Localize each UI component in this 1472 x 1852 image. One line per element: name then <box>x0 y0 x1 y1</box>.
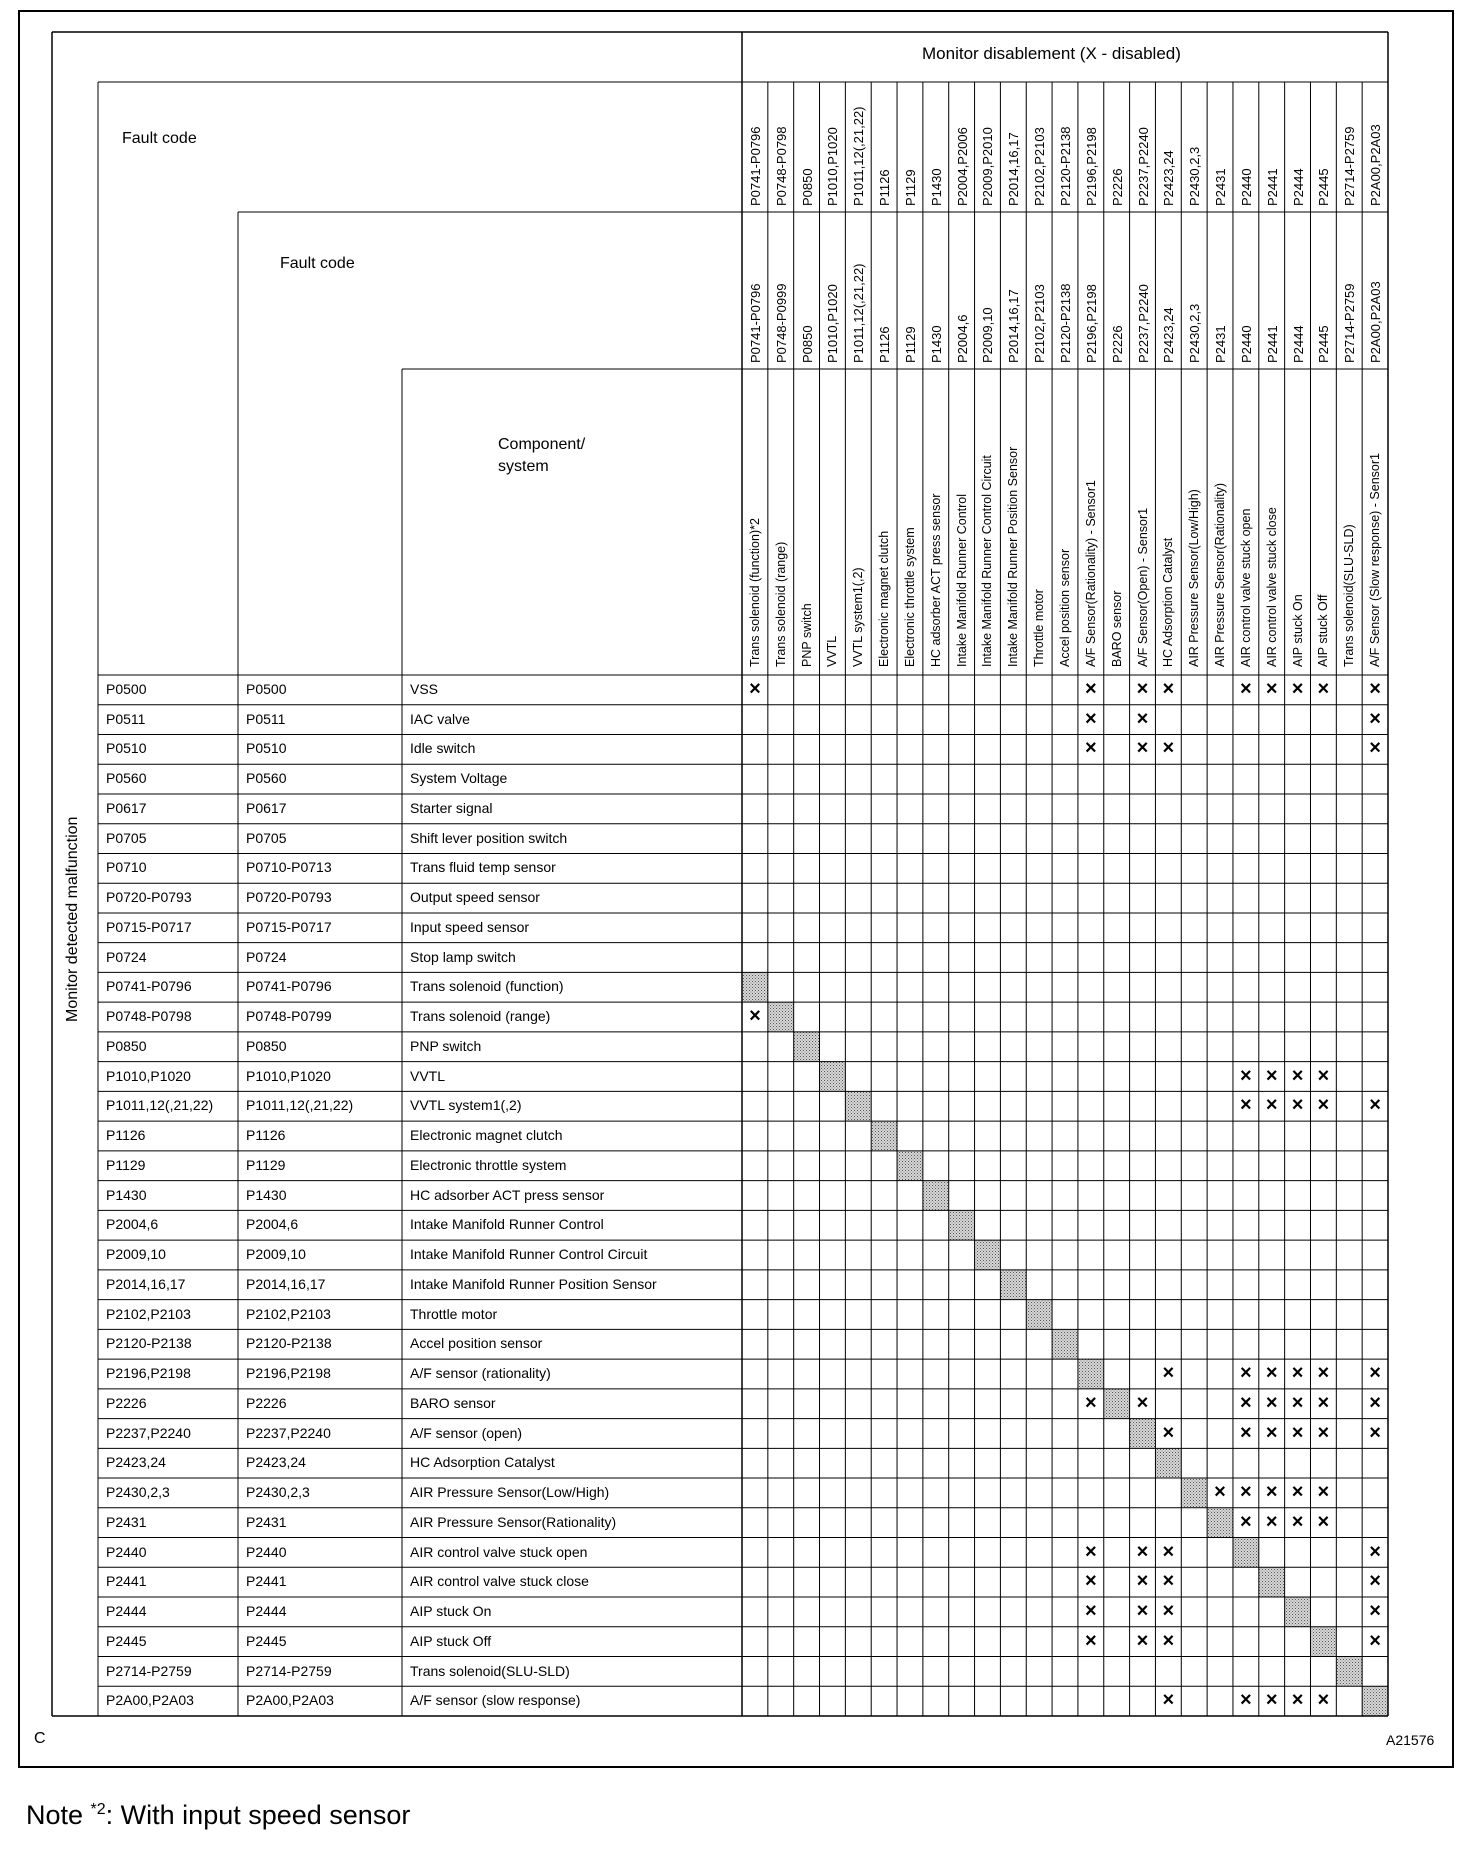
column-fault-code-2: P2440 <box>1238 325 1254 363</box>
row-fault-code-2: P2014,16,17 <box>246 1275 326 1292</box>
row-fault-code-2: P0510 <box>246 740 287 757</box>
row-component: BARO sensor <box>410 1394 496 1411</box>
disabled-mark: × <box>1214 1481 1226 1504</box>
column-fault-code-2: P0850 <box>799 325 815 363</box>
row-fault-code-1: P2102,P2103 <box>106 1305 191 1322</box>
disabled-mark: × <box>1136 1570 1149 1593</box>
component-system-label: Component/ system <box>498 436 586 475</box>
column-fault-code-2: P2441 <box>1264 325 1280 363</box>
column-fault-code-1: P2714-P2759 <box>1342 126 1358 206</box>
disabled-mark: × <box>1265 1510 1278 1533</box>
disabled-mark: × <box>1265 1481 1278 1504</box>
column-fault-code-2: P2431 <box>1213 325 1229 363</box>
row-component: Intake Manifold Runner Control Circuit <box>410 1246 648 1263</box>
self-cell-shade <box>1362 1686 1388 1716</box>
row-fault-code-1: P0741-P0796 <box>106 978 192 995</box>
row-fault-code-2: P0715-P0717 <box>246 918 332 935</box>
column-fault-code-1: P2102,P2103 <box>1032 127 1048 206</box>
column-fault-code-2: P2120-P2138 <box>1058 283 1073 363</box>
row-component: VVTL <box>410 1067 446 1084</box>
row-component: VSS <box>410 681 439 697</box>
self-cell-shade <box>1104 1389 1130 1419</box>
column-component: AIR control valve stuck close <box>1264 507 1279 667</box>
row-fault-code-1: P2A00,P2A03 <box>106 1692 194 1709</box>
column-fault-code-1: P2423,24 <box>1161 150 1177 206</box>
disabled-mark: × <box>749 678 761 700</box>
column-component: Accel position sensor <box>1058 548 1072 667</box>
row-fault-code-1: P1430 <box>106 1186 147 1203</box>
row-component: Idle switch <box>410 740 476 757</box>
disabled-mark: × <box>1317 678 1330 700</box>
column-component: Trans solenoid(SLU-SLD) <box>1342 524 1357 667</box>
row-fault-code-2: P1126 <box>246 1127 286 1144</box>
disabled-mark: × <box>1317 1689 1330 1712</box>
row-fault-code-1: P0850 <box>106 1037 147 1054</box>
row-fault-code-1: P2014,16,17 <box>106 1275 186 1292</box>
row-fault-code-2: P0724 <box>246 948 287 965</box>
row-component: IAC valve <box>410 710 470 727</box>
row-component: PNP switch <box>410 1037 482 1054</box>
self-cell-shade <box>949 1210 975 1240</box>
disabled-mark: × <box>1240 1391 1252 1414</box>
self-cell-shade <box>1078 1359 1104 1389</box>
disabled-mark: × <box>1136 1391 1149 1414</box>
disabled-mark: × <box>1162 1629 1175 1652</box>
row-component: Throttle motor <box>410 1305 498 1322</box>
self-cell-shade <box>1155 1448 1181 1478</box>
row-fault-code-2: P2A00,P2A03 <box>246 1692 334 1709</box>
row-fault-code-1: P2237,P2240 <box>106 1424 191 1441</box>
row-fault-code-1: P0617 <box>106 799 147 816</box>
column-fault-code-1: P2431 <box>1213 168 1229 206</box>
row-fault-code-2: P2444 <box>246 1603 287 1620</box>
disabled-mark: × <box>1369 707 1381 730</box>
row-fault-code-2: P2431 <box>246 1513 287 1530</box>
disabled-mark: × <box>1369 1570 1381 1593</box>
disabled-mark: × <box>1162 1570 1175 1593</box>
disabled-mark: × <box>1162 678 1175 700</box>
disabled-mark: × <box>1369 737 1381 760</box>
disabled-mark: × <box>1240 1064 1252 1087</box>
column-fault-code-1: P2014,16,17 <box>1006 132 1022 206</box>
row-fault-code-2: P2004,6 <box>246 1216 299 1233</box>
row-fault-code-2: P2440 <box>246 1543 287 1560</box>
self-cell-shade <box>897 1151 923 1181</box>
row-component: Shift lever position switch <box>410 829 568 846</box>
row-fault-code-2: P1010,P1020 <box>246 1067 331 1084</box>
disabled-mark: × <box>1291 1362 1304 1385</box>
row-component: HC adsorber ACT press sensor <box>410 1186 605 1203</box>
row-fault-code-1: P0748-P0798 <box>106 1008 192 1025</box>
row-fault-code-1: P2423,24 <box>106 1454 166 1471</box>
column-fault-code-2: P2423,24 <box>1161 307 1177 363</box>
disabled-mark: × <box>1369 1600 1381 1623</box>
row-component: A/F sensor (slow response) <box>410 1692 581 1709</box>
row-component: HC Adsorption Catalyst <box>410 1454 555 1471</box>
disabled-mark: × <box>1265 1094 1278 1117</box>
disabled-mark: × <box>1291 1421 1304 1444</box>
row-fault-code-1: P0560 <box>106 770 147 787</box>
row-component: VVTL system1(,2) <box>410 1097 522 1114</box>
self-cell-shade <box>1052 1329 1078 1359</box>
monitor-disablement-header: Monitor disablement (X - disabled) <box>922 44 1181 63</box>
disabled-mark: × <box>1136 678 1149 700</box>
row-component: A/F sensor (rationality) <box>410 1365 551 1382</box>
self-cell-shade <box>1285 1597 1311 1627</box>
self-cell-shade <box>768 1002 794 1032</box>
row-component: Output speed sensor <box>410 889 540 906</box>
column-component: Intake Manifold Runner Position Sensor <box>1006 446 1021 667</box>
disabled-mark: × <box>1317 1094 1330 1117</box>
side-label-monitor-detected: Monitor detected malfunction <box>64 816 81 1022</box>
disabled-mark: × <box>1265 678 1278 700</box>
column-fault-code-2: P0748-P0999 <box>773 283 789 363</box>
row-fault-code-2: P1011,12(,21,22) <box>246 1097 354 1114</box>
column-component: AIP stuck Off <box>1316 594 1331 667</box>
column-component: AIR Pressure Sensor(Low/High) <box>1187 489 1202 667</box>
column-component: Trans solenoid (function)*2 <box>747 518 762 667</box>
row-fault-code-1: P0500 <box>106 681 147 697</box>
disabled-mark: × <box>1162 1540 1175 1563</box>
row-component: Intake Manifold Runner Position Sensor <box>410 1275 657 1292</box>
disabled-mark: × <box>1162 1421 1175 1444</box>
footer-letter: C <box>34 1730 46 1747</box>
disabled-mark: × <box>1317 1391 1330 1414</box>
row-fault-code-2: P0500 <box>246 681 287 697</box>
disabled-mark: × <box>1136 707 1149 730</box>
disabled-mark: × <box>749 1005 761 1028</box>
disabled-mark: × <box>1136 737 1149 760</box>
column-component: A/F Sensor(Rationality) - Sensor1 <box>1083 480 1098 667</box>
row-component: AIP stuck On <box>410 1603 492 1620</box>
row-component: Input speed sensor <box>410 918 530 935</box>
disabled-mark: × <box>1240 1481 1252 1504</box>
row-fault-code-2: P0705 <box>246 829 287 846</box>
disabled-mark: × <box>1240 1689 1252 1712</box>
column-fault-code-2: P2014,16,17 <box>1006 289 1022 363</box>
row-fault-code-1: P0511 <box>106 710 146 727</box>
row-fault-code-1: P1010,P1020 <box>106 1067 191 1084</box>
column-fault-code-2: P2009,10 <box>980 307 996 363</box>
row-component: Stop lamp switch <box>410 948 516 965</box>
footnote-text: : With input speed sensor <box>105 1800 411 1830</box>
column-fault-code-1: P2445 <box>1316 168 1332 206</box>
disabled-mark: × <box>1136 1540 1149 1563</box>
column-fault-code-1: P2196,P2198 <box>1083 127 1099 206</box>
disabled-mark: × <box>1317 1510 1330 1533</box>
column-fault-code-2: P2237,P2240 <box>1135 284 1151 363</box>
column-fault-code-1: P2440 <box>1238 168 1254 206</box>
disabled-mark: × <box>1240 1421 1252 1444</box>
column-fault-code-2: P2714-P2759 <box>1342 283 1358 363</box>
disabled-mark: × <box>1369 1421 1381 1444</box>
column-fault-code-1: P1126 <box>877 169 893 206</box>
disabled-mark: × <box>1291 678 1304 700</box>
row-fault-code-2: P0560 <box>246 770 287 787</box>
column-fault-code-2: P2102,P2103 <box>1032 284 1048 363</box>
column-component: VVTL system1(,2) <box>851 567 866 667</box>
self-cell-shade <box>845 1091 871 1121</box>
row-fault-code-2: P2430,2,3 <box>246 1484 310 1501</box>
disabled-mark: × <box>1240 1362 1252 1385</box>
figure-id: A21576 <box>1386 1732 1435 1748</box>
disabled-mark: × <box>1265 1064 1278 1087</box>
row-fault-code-2: P2445 <box>246 1632 287 1649</box>
column-component: HC adsorber ACT press sensor <box>928 493 943 667</box>
row-component: Electronic magnet clutch <box>410 1127 563 1144</box>
disabled-mark: × <box>1291 1391 1304 1414</box>
disabled-mark: × <box>1317 1064 1330 1087</box>
self-cell-shade <box>1130 1419 1156 1449</box>
disabled-mark: × <box>1162 1689 1175 1712</box>
row-component: Trans solenoid(SLU-SLD) <box>410 1662 570 1679</box>
row-fault-code-1: P1011,12(,21,22) <box>106 1097 214 1114</box>
row-fault-code-1: P2445 <box>106 1632 147 1649</box>
row-fault-code-2: P2237,P2240 <box>246 1424 331 1441</box>
row-fault-code-2: P1129 <box>246 1156 286 1173</box>
row-fault-code-2: P0741-P0796 <box>246 978 332 995</box>
column-fault-code-1: P2430,2,3 <box>1187 146 1203 206</box>
row-fault-code-2: P0720-P0793 <box>246 889 332 906</box>
column-fault-code-1: P1129 <box>902 169 918 206</box>
column-fault-code-1: P0741-P0796 <box>747 126 763 206</box>
disabled-mark: × <box>1084 1629 1097 1652</box>
self-cell-shade <box>820 1062 846 1092</box>
disabled-mark: × <box>1369 1094 1381 1117</box>
disabled-mark: × <box>1369 1362 1381 1385</box>
column-fault-code-1: P2444 <box>1290 168 1306 206</box>
self-cell-shade <box>1310 1627 1336 1657</box>
row-fault-code-2: P2714-P2759 <box>246 1662 332 1679</box>
column-component: Electronic magnet clutch <box>877 530 892 667</box>
column-fault-code-1: P1430 <box>928 168 944 206</box>
row-fault-code-2: P2441 <box>246 1573 287 1590</box>
column-component: BARO sensor <box>1109 590 1124 667</box>
column-fault-code-2: P2196,P2198 <box>1083 284 1099 363</box>
column-fault-code-2: P2004,6 <box>954 314 970 363</box>
row-fault-code-1: P2444 <box>106 1603 147 1620</box>
column-fault-code-2: P2444 <box>1290 325 1306 363</box>
column-fault-code-1: P2237,P2240 <box>1135 127 1151 206</box>
column-component: A/F Sensor(Open) - Sensor1 <box>1135 507 1150 667</box>
row-component: AIR control valve stuck close <box>410 1573 589 1590</box>
self-cell-shade <box>1026 1300 1052 1330</box>
row-fault-code-1: P0715-P0717 <box>106 918 192 935</box>
footnote <box>26 1800 410 1831</box>
footnote-prefix: Note <box>26 1800 91 1830</box>
disabled-mark: × <box>1240 678 1252 700</box>
column-fault-code-1: P2441 <box>1264 168 1280 206</box>
row-fault-code-1: P2120-P2138 <box>106 1335 192 1352</box>
row-component: AIR control valve stuck open <box>410 1543 588 1560</box>
row-component: Trans solenoid (function) <box>410 978 564 995</box>
column-component: Trans solenoid (range) <box>773 541 788 667</box>
row-component: Accel position sensor <box>410 1335 543 1352</box>
row-fault-code-1: P2009,10 <box>106 1246 166 1263</box>
row-component: Trans fluid temp sensor <box>410 859 556 876</box>
self-cell-shade <box>1233 1538 1259 1568</box>
self-cell-shade <box>923 1181 949 1211</box>
row-component: AIR Pressure Sensor(Low/High) <box>410 1484 610 1501</box>
row-fault-code-2: P0850 <box>246 1037 287 1054</box>
column-fault-code-2: P1129 <box>902 326 918 363</box>
disabled-mark: × <box>1136 1600 1149 1623</box>
column-component: Throttle motor <box>1032 589 1047 667</box>
row-fault-code-2: P1430 <box>246 1186 287 1203</box>
row-fault-code-1: P1126 <box>106 1127 146 1144</box>
footnote-marker: *2 <box>90 1801 106 1818</box>
fault-code-label-2: Fault code <box>280 255 355 272</box>
disabled-mark: × <box>1265 1362 1278 1385</box>
column-component: A/F Sensor (Slow response) - Sensor1 <box>1368 453 1383 667</box>
disabled-mark: × <box>1084 1600 1097 1623</box>
row-fault-code-1: P2440 <box>106 1543 147 1560</box>
self-cell-shade <box>794 1032 820 1062</box>
row-fault-code-1: P2441 <box>106 1573 147 1590</box>
row-component: A/F sensor (open) <box>410 1424 523 1441</box>
row-component: AIR Pressure Sensor(Rationality) <box>410 1513 617 1530</box>
disabled-mark: × <box>1369 1629 1381 1652</box>
disabled-mark: × <box>1136 1629 1149 1652</box>
self-cell-shade <box>1259 1567 1285 1597</box>
column-fault-code-2: P1126 <box>877 326 893 363</box>
self-cell-shade <box>871 1121 897 1151</box>
row-fault-code-2: P0710-P0713 <box>246 859 332 876</box>
row-fault-code-1: P0510 <box>106 740 147 757</box>
row-fault-code-1: P2431 <box>106 1513 147 1530</box>
row-fault-code-2: P2226 <box>246 1394 287 1411</box>
column-fault-code-1: P2120-P2138 <box>1058 126 1073 206</box>
column-fault-code-2: P1011,12(,21,22) <box>851 263 867 363</box>
column-fault-code-2: P2430,2,3 <box>1187 303 1203 363</box>
self-cell-shade <box>975 1240 1001 1270</box>
column-component: HC Adsorption Catalyst <box>1161 537 1176 667</box>
row-fault-code-1: P0710 <box>106 859 147 876</box>
self-cell-shade <box>1336 1657 1362 1687</box>
self-cell-shade <box>1207 1508 1233 1538</box>
row-fault-code-2: P2120-P2138 <box>246 1335 332 1352</box>
row-fault-code-2: P2102,P2103 <box>246 1305 331 1322</box>
fault-code-label-1: Fault code <box>122 130 197 147</box>
row-fault-code-2: P0748-P0799 <box>246 1008 332 1025</box>
column-fault-code-1: P1010,P1020 <box>825 127 841 206</box>
column-fault-code-1: P1011,12(,21,22) <box>851 106 867 206</box>
disabled-mark: × <box>1317 1421 1330 1444</box>
column-component: AIR control valve stuck open <box>1238 508 1253 667</box>
column-fault-code-1: P2009,P2010 <box>980 127 996 206</box>
row-fault-code-1: P0724 <box>106 948 147 965</box>
column-component: Electronic throttle system <box>902 527 917 667</box>
column-fault-code-1: P0850 <box>799 168 815 206</box>
row-fault-code-1: P0720-P0793 <box>106 889 192 906</box>
column-component: Intake Manifold Runner Control <box>954 493 969 667</box>
column-fault-code-2: P0741-P0796 <box>747 283 763 363</box>
row-fault-code-1: P2430,2,3 <box>106 1484 170 1501</box>
disabled-mark: × <box>1084 678 1097 700</box>
row-fault-code-1: P2004,6 <box>106 1216 159 1233</box>
disabled-mark: × <box>1265 1689 1278 1712</box>
self-cell-shade <box>742 972 768 1002</box>
row-fault-code-1: P0705 <box>106 829 147 846</box>
disabled-mark: × <box>1291 1481 1304 1504</box>
column-fault-code-2: P1430 <box>928 325 944 363</box>
column-fault-code-1: P2226 <box>1109 168 1125 206</box>
row-component: Electronic throttle system <box>410 1156 567 1173</box>
column-component: AIP stuck On <box>1290 594 1305 667</box>
disabled-mark: × <box>1317 1362 1330 1385</box>
row-fault-code-1: P2226 <box>106 1394 147 1411</box>
disabled-mark: × <box>1317 1481 1330 1504</box>
column-fault-code-2: P2A00,P2A03 <box>1368 281 1384 363</box>
row-component: System Voltage <box>410 770 508 787</box>
disabled-mark: × <box>1084 1391 1097 1414</box>
column-fault-code-1: P2A00,P2A03 <box>1368 124 1384 206</box>
disabled-mark: × <box>1291 1689 1304 1712</box>
column-component: Intake Manifold Runner Control Circuit <box>980 455 995 667</box>
row-fault-code-2: P2423,24 <box>246 1454 306 1471</box>
row-component: Trans solenoid (range) <box>410 1008 551 1025</box>
self-cell-shade <box>1000 1270 1026 1300</box>
column-fault-code-1: P2004,P2006 <box>954 127 970 206</box>
column-component: VVTL <box>825 635 840 667</box>
column-fault-code-1: P0748-P0798 <box>773 126 789 206</box>
disabled-mark: × <box>1240 1094 1252 1117</box>
disabled-mark: × <box>1369 1391 1381 1414</box>
disabled-mark: × <box>1162 737 1175 760</box>
row-component: Intake Manifold Runner Control <box>410 1216 604 1233</box>
row-fault-code-2: P2009,10 <box>246 1246 306 1263</box>
row-component: Starter signal <box>410 799 493 816</box>
disabled-mark: × <box>1240 1510 1252 1533</box>
column-fault-code-2: P1010,P1020 <box>825 284 841 363</box>
disabled-mark: × <box>1162 1600 1175 1623</box>
disabled-mark: × <box>1291 1094 1304 1117</box>
disabled-mark: × <box>1369 1540 1381 1563</box>
column-fault-code-2: P2226 <box>1109 325 1125 363</box>
disabled-mark: × <box>1265 1391 1278 1414</box>
row-fault-code-1: P2196,P2198 <box>106 1365 191 1382</box>
row-fault-code-1: P1129 <box>106 1156 146 1173</box>
disabled-mark: × <box>1291 1510 1304 1533</box>
column-component: AIR Pressure Sensor(Rationality) <box>1213 482 1228 667</box>
row-fault-code-1: P2714-P2759 <box>106 1662 192 1679</box>
disabled-mark: × <box>1265 1421 1278 1444</box>
column-fault-code-2: P2445 <box>1316 325 1332 363</box>
disabled-mark: × <box>1291 1064 1304 1087</box>
row-fault-code-2: P0511 <box>246 710 286 727</box>
column-component: PNP switch <box>799 603 814 667</box>
disabled-mark: × <box>1084 1540 1097 1563</box>
disabled-mark: × <box>1084 737 1097 760</box>
figure-frame <box>18 10 1454 1768</box>
self-cell-shade <box>1181 1478 1207 1508</box>
disabled-mark: × <box>1369 678 1381 700</box>
disabled-mark: × <box>1084 1570 1097 1593</box>
row-fault-code-2: P0617 <box>246 799 287 816</box>
disabled-mark: × <box>1162 1362 1175 1385</box>
row-fault-code-2: P2196,P2198 <box>246 1365 331 1382</box>
disabled-mark: × <box>1084 707 1097 730</box>
row-component: AIP stuck Off <box>410 1632 492 1649</box>
